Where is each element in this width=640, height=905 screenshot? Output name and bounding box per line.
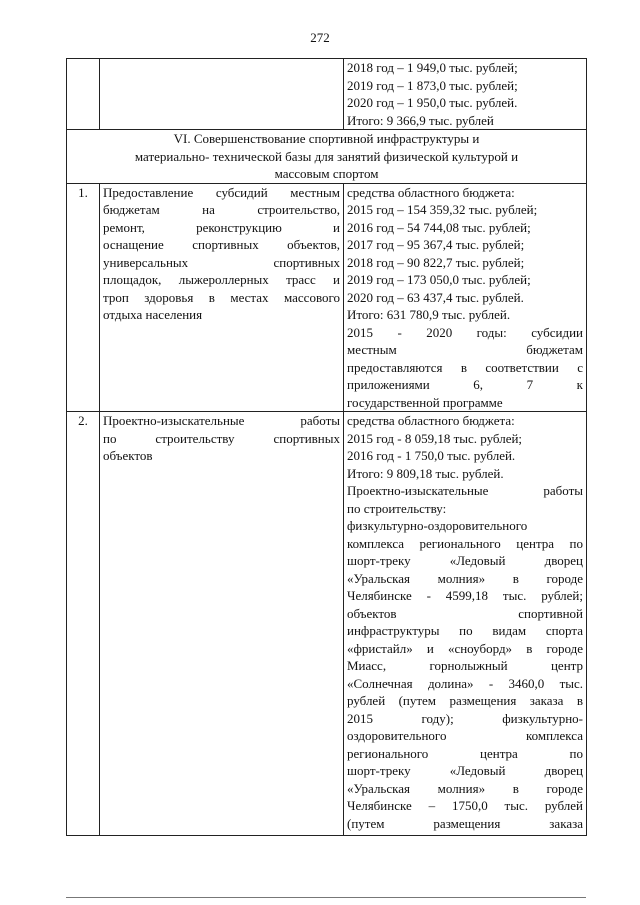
funding-line: 2019 год – 173 050,0 тыс. рублей;	[347, 272, 531, 287]
funding-note-line: «Уральская молния» в городе	[347, 570, 583, 586]
description-line: оснащение спортивных объектов,	[103, 237, 340, 252]
section-heading	[67, 130, 587, 184]
funding-note-line: комплекса регионального центра по	[347, 535, 583, 551]
funding-note-line: физкультурно-оздоровительного	[347, 518, 528, 533]
funding-total: Итого: 9 366,9 тыс. рублей	[347, 112, 494, 128]
funding-total: Итого: 631 780,9 тыс. рублей.	[347, 307, 511, 322]
description-line: отдыха населения	[103, 307, 203, 322]
funding-cell-carryover	[344, 59, 587, 130]
desc-cell-empty	[100, 59, 344, 130]
row-description	[100, 183, 344, 412]
funding-line: 2016 год – 54 744,08 тыс. рублей;	[347, 219, 531, 235]
funding-note-line: шорт-треку «Ледовый дворец	[347, 763, 583, 778]
table-row-carryover	[67, 59, 587, 130]
funding-line: 2020 год – 1 950,0 тыс. рублей.	[347, 95, 518, 110]
funding-line: 2019 год – 1 873,0 тыс. рублей;	[347, 77, 518, 93]
funding-note-line: Проектно-изыскательные работы	[347, 483, 583, 498]
page-number: 272	[310, 30, 330, 45]
description-line: бюджетам на строительство,	[103, 202, 340, 217]
funding-note-line: предоставляются в соответствии с	[347, 359, 583, 375]
description-line: по строительству спортивных	[103, 430, 340, 446]
funding-note-line: государственной программе	[347, 394, 503, 410]
funding-total: Итого: 9 809,18 тыс. рублей.	[347, 465, 504, 481]
funding-note-line: шорт-треку «Ледовый дворец	[347, 553, 583, 568]
funding-line: 2015 год – 154 359,32 тыс. рублей;	[347, 202, 538, 217]
table-row-2	[67, 412, 587, 836]
funding-note-line: Челябинске – 1750,0 тыс. рублей	[347, 798, 583, 813]
table-row-1	[67, 183, 587, 412]
funding-note-line: «фристайл» и «сноуборд» в городе	[347, 640, 583, 656]
funding-note-line: (путем размещения заказа	[347, 815, 583, 831]
funding-note-line: «Уральская молния» в городе	[347, 780, 583, 796]
funding-note-line: 2015 - 2020 годы: субсидии	[347, 324, 583, 340]
funding-note-line: объектов спортивной	[347, 605, 583, 621]
description-line: универсальных спортивных	[103, 254, 340, 270]
num-cell-empty	[67, 59, 100, 130]
row-funding	[344, 183, 587, 412]
description-line: объектов	[103, 448, 153, 463]
section-heading-row	[67, 130, 587, 184]
funding-note-line: приложениями 6, 7 к	[347, 377, 583, 392]
funding-note-line: Челябинске - 4599,18 тыс. рублей;	[347, 588, 583, 603]
funding-note-line: Миасс, горнолыжный центр	[347, 658, 583, 673]
row-number: 2.	[67, 412, 100, 836]
funding-note-line: рублей (путем размещения заказа в	[347, 693, 583, 708]
funding-note-line: местным бюджетам	[347, 342, 583, 357]
row-description	[100, 412, 344, 836]
section-heading-line: материально- технической базы для занятий физической культурой и	[134, 148, 519, 164]
funding-note-line: инфраструктуры по видам спорта	[347, 623, 583, 638]
funding-line: 2018 год – 1 949,0 тыс. рублей;	[347, 60, 518, 75]
section-heading-line: массовым спортом	[274, 166, 379, 181]
description-line: Проектно-изыскательные работы	[103, 413, 340, 428]
funding-line: 2020 год – 63 437,4 тыс. рублей.	[347, 289, 524, 305]
row-number: 1.	[67, 183, 100, 412]
funding-line: 2017 год – 95 367,4 тыс. рублей;	[347, 237, 525, 252]
funding-line: 2018 год – 90 822,7 тыс. рублей;	[347, 254, 525, 270]
page-bottom-rule	[66, 897, 586, 898]
program-table	[66, 58, 587, 836]
funding-note-line: регионального центра по	[347, 745, 583, 761]
funding-line: средства областного бюджета:	[347, 413, 515, 428]
funding-line: 2015 год - 8 059,18 тыс. рублей;	[347, 430, 523, 446]
funding-line: средства областного бюджета:	[347, 184, 515, 200]
description-line: Предоставление субсидий местным	[103, 184, 340, 200]
description-line: ремонт, реконструкцию и	[103, 219, 340, 235]
funding-note-line: по строительству:	[347, 500, 447, 516]
section-heading-line: VI. Совершенствование спортивной инфраструктуры и	[173, 131, 480, 146]
funding-line: 2016 год - 1 750,0 тыс. рублей.	[347, 448, 516, 463]
description-line: площадок, лыжероллерных трасс и	[103, 272, 340, 287]
funding-note-line: 2015 году); физкультурно-	[347, 710, 583, 726]
row-funding	[344, 412, 587, 836]
description-line: троп здоровья в местах массового	[103, 289, 340, 305]
funding-note-line: оздоровительного комплекса	[347, 728, 583, 743]
funding-note-line: «Солнечная долина» - 3460,0 тыс.	[347, 675, 583, 691]
